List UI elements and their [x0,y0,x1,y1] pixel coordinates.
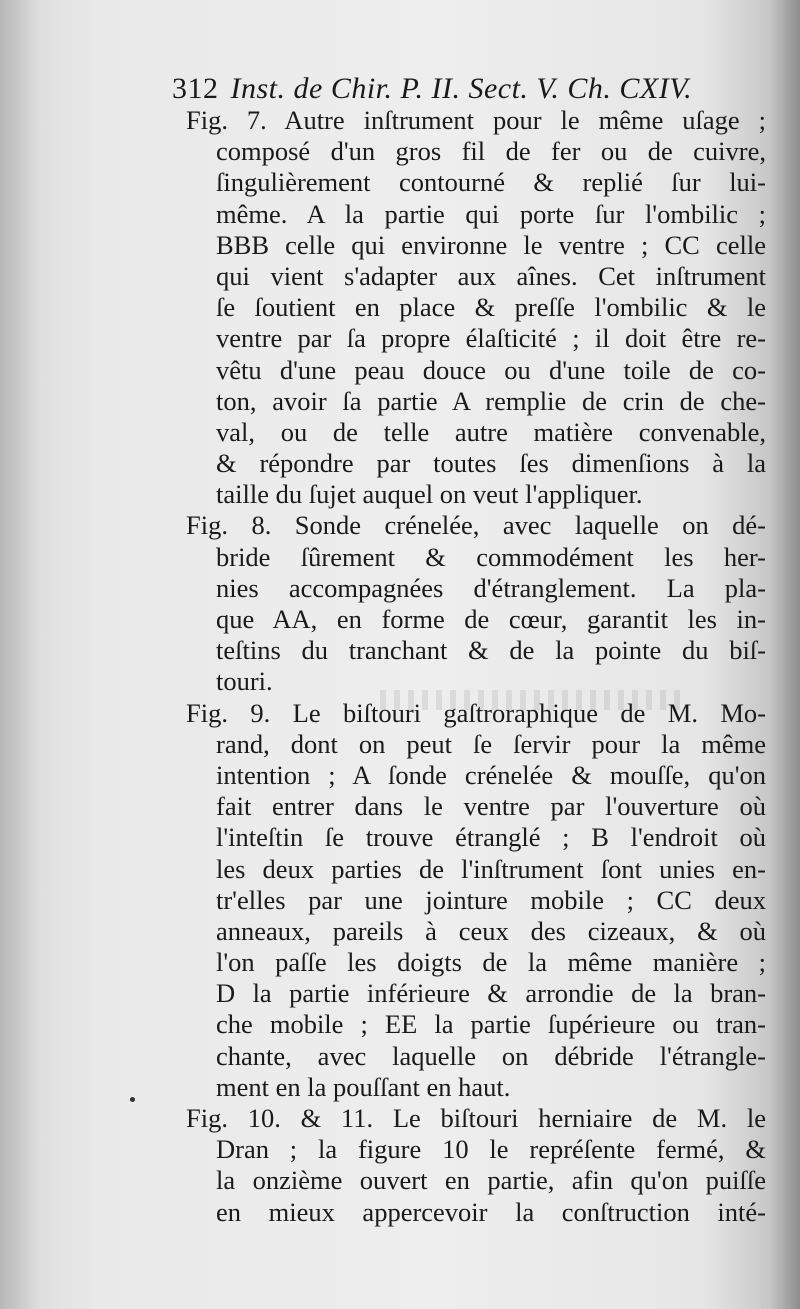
paragraph-fig-10-11 [186,1103,766,1228]
text-line: teſtins du tranchant & de la pointe du biſ- [216,635,766,666]
text-line: touri. [216,666,273,697]
text-line: ſe ſoutient en place & preſſe l'ombilic & le [216,292,766,323]
text-line: nies accompagnées d'étranglement. La pla- [216,572,766,603]
body-text [186,105,766,1228]
text-line: que AA, en forme de cœur, garantit les in- [216,604,766,634]
text-line: ſingulièrement contourné & replié ſur lui- [216,167,766,198]
edge-shadow [770,0,800,1309]
paragraph-fig-9 [186,698,766,1103]
text-line: même. A la partie qui porte ſur l'ombilic ; [216,198,766,229]
text-line: ventre par ſa propre élaſticité ; il doit être re- [216,323,766,354]
paragraph-fig-7 [186,105,766,510]
text-line: fait entrer dans le ventre par l'ouverture où [216,791,766,822]
text-line: Fig. 7. Autre inſtrument pour le même uſage ; [186,105,766,135]
text-line: vêtu d'une peau douce ou d'une toile de co- [216,354,766,385]
text-line: ton, avoir ſa partie A remplie de crin de che- [216,385,766,416]
text-line: tr'elles par une jointure mobile ; CC deux [216,884,766,915]
text-line: l'inteſtin ſe trouve étranglé ; B l'endroit où [216,822,766,853]
text-line: chante, avec laquelle on débride l'étrangle- [216,1040,766,1071]
text-line: Dran ; la figure 10 le repréſente fermé, & [216,1134,766,1165]
text-line: ment en la pouſſant en haut. [216,1071,511,1102]
paragraph-fig-8 [186,510,766,697]
ink-speck [130,1097,135,1102]
text-line: les deux parties de l'inſtrument ſont unies en- [216,853,766,884]
text-line: Fig. 10. & 11. Le biſtouri herniaire de M. le [186,1103,766,1133]
gutter-shadow [0,0,40,1309]
text-line: & répondre par toutes ſes dimenſions à la [216,448,766,479]
text-line: D la partie inférieure & arrondie de la bran- [216,978,766,1009]
text-line: che mobile ; EE la partie ſupérieure ou tran- [216,1009,766,1040]
text-line: intention ; A ſonde crénelée & mouſſe, qu'on [216,759,766,790]
text-line: BBB celle qui environne le ventre ; CC celle [216,229,766,260]
text-line: en mieux appercevoir la conſtruction inté- [216,1196,766,1227]
text-line: la onzième ouvert en partie, afin qu'on puiſſe [216,1165,766,1196]
text-line: taille du ſujet auquel on veut l'appliquer. [216,479,643,510]
text-line: anneaux, pareils à ceux des cizeaux, & où [216,915,766,946]
page-number: 312 [172,72,219,105]
text-line: l'on paſſe les doigts de la même manière ; [216,947,766,978]
text-line: composé d'un gros fil de fer ou de cuivre, [216,136,766,167]
text-line: Fig. 9. Le biſtouri gaſtroraphique de M. Mo- [186,697,766,728]
running-header [172,72,762,106]
text-line: qui vient s'adapter aux aînes. Cet inſtrument [216,260,766,291]
text-line: rand, dont on peut ſe ſervir pour la même [216,728,766,759]
text-line: val, ou de telle autre matière convenable, [216,416,766,447]
running-title: Inst. de Chir. P. II. Sect. V. Ch. CXIV. [230,72,693,105]
text-line: bride ſûrement & commodément les her- [216,541,766,572]
text-line: Fig. 8. Sonde crénelée, avec laquelle on dé- [186,510,766,541]
